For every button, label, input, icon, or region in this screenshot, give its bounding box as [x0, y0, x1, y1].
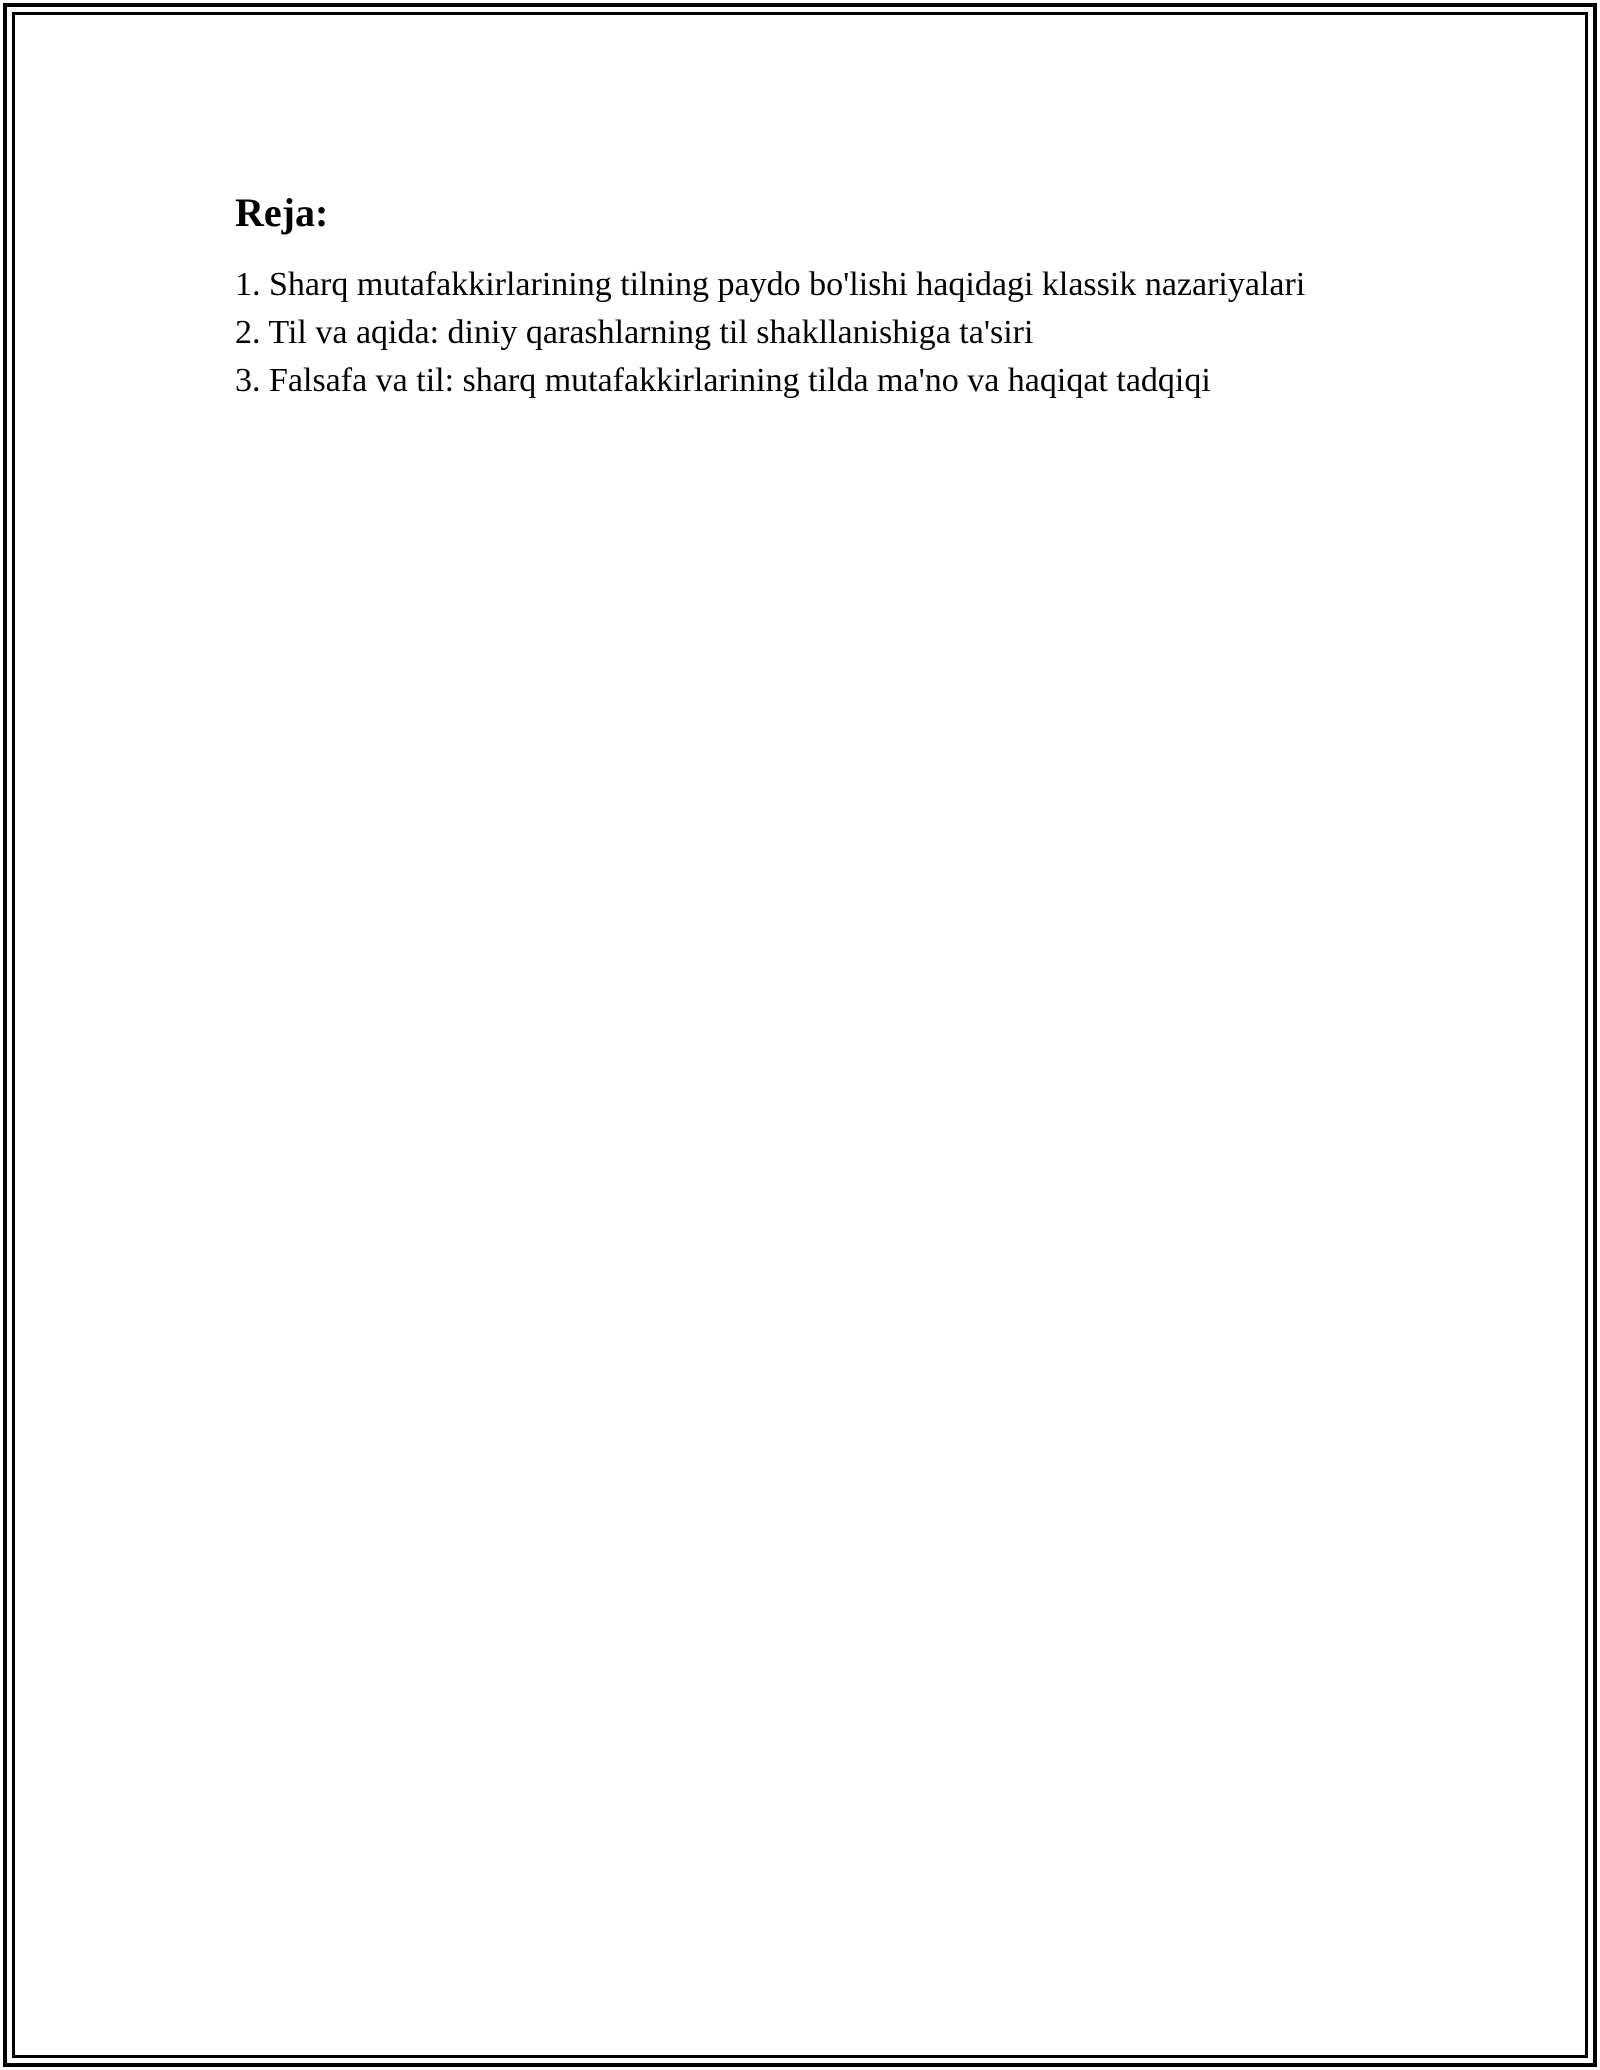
plan-item-1: 1. Sharq mutafakkirlarining tilning paydo bo'lishi haqidagi klassik nazariyalari [235, 266, 1306, 303]
plan-heading: Reja: [235, 190, 329, 235]
plan-item-3: 3. Falsafa va til: sharq mutafakkirlarining tilda ma'no va haqiqat tadqiqi [235, 362, 1211, 399]
plan-list [235, 261, 1365, 405]
document-body [235, 185, 1365, 405]
plan-item-2: 2. Til va aqida: diniy qarashlarning til shakllanishiga ta'siri [235, 314, 1034, 351]
